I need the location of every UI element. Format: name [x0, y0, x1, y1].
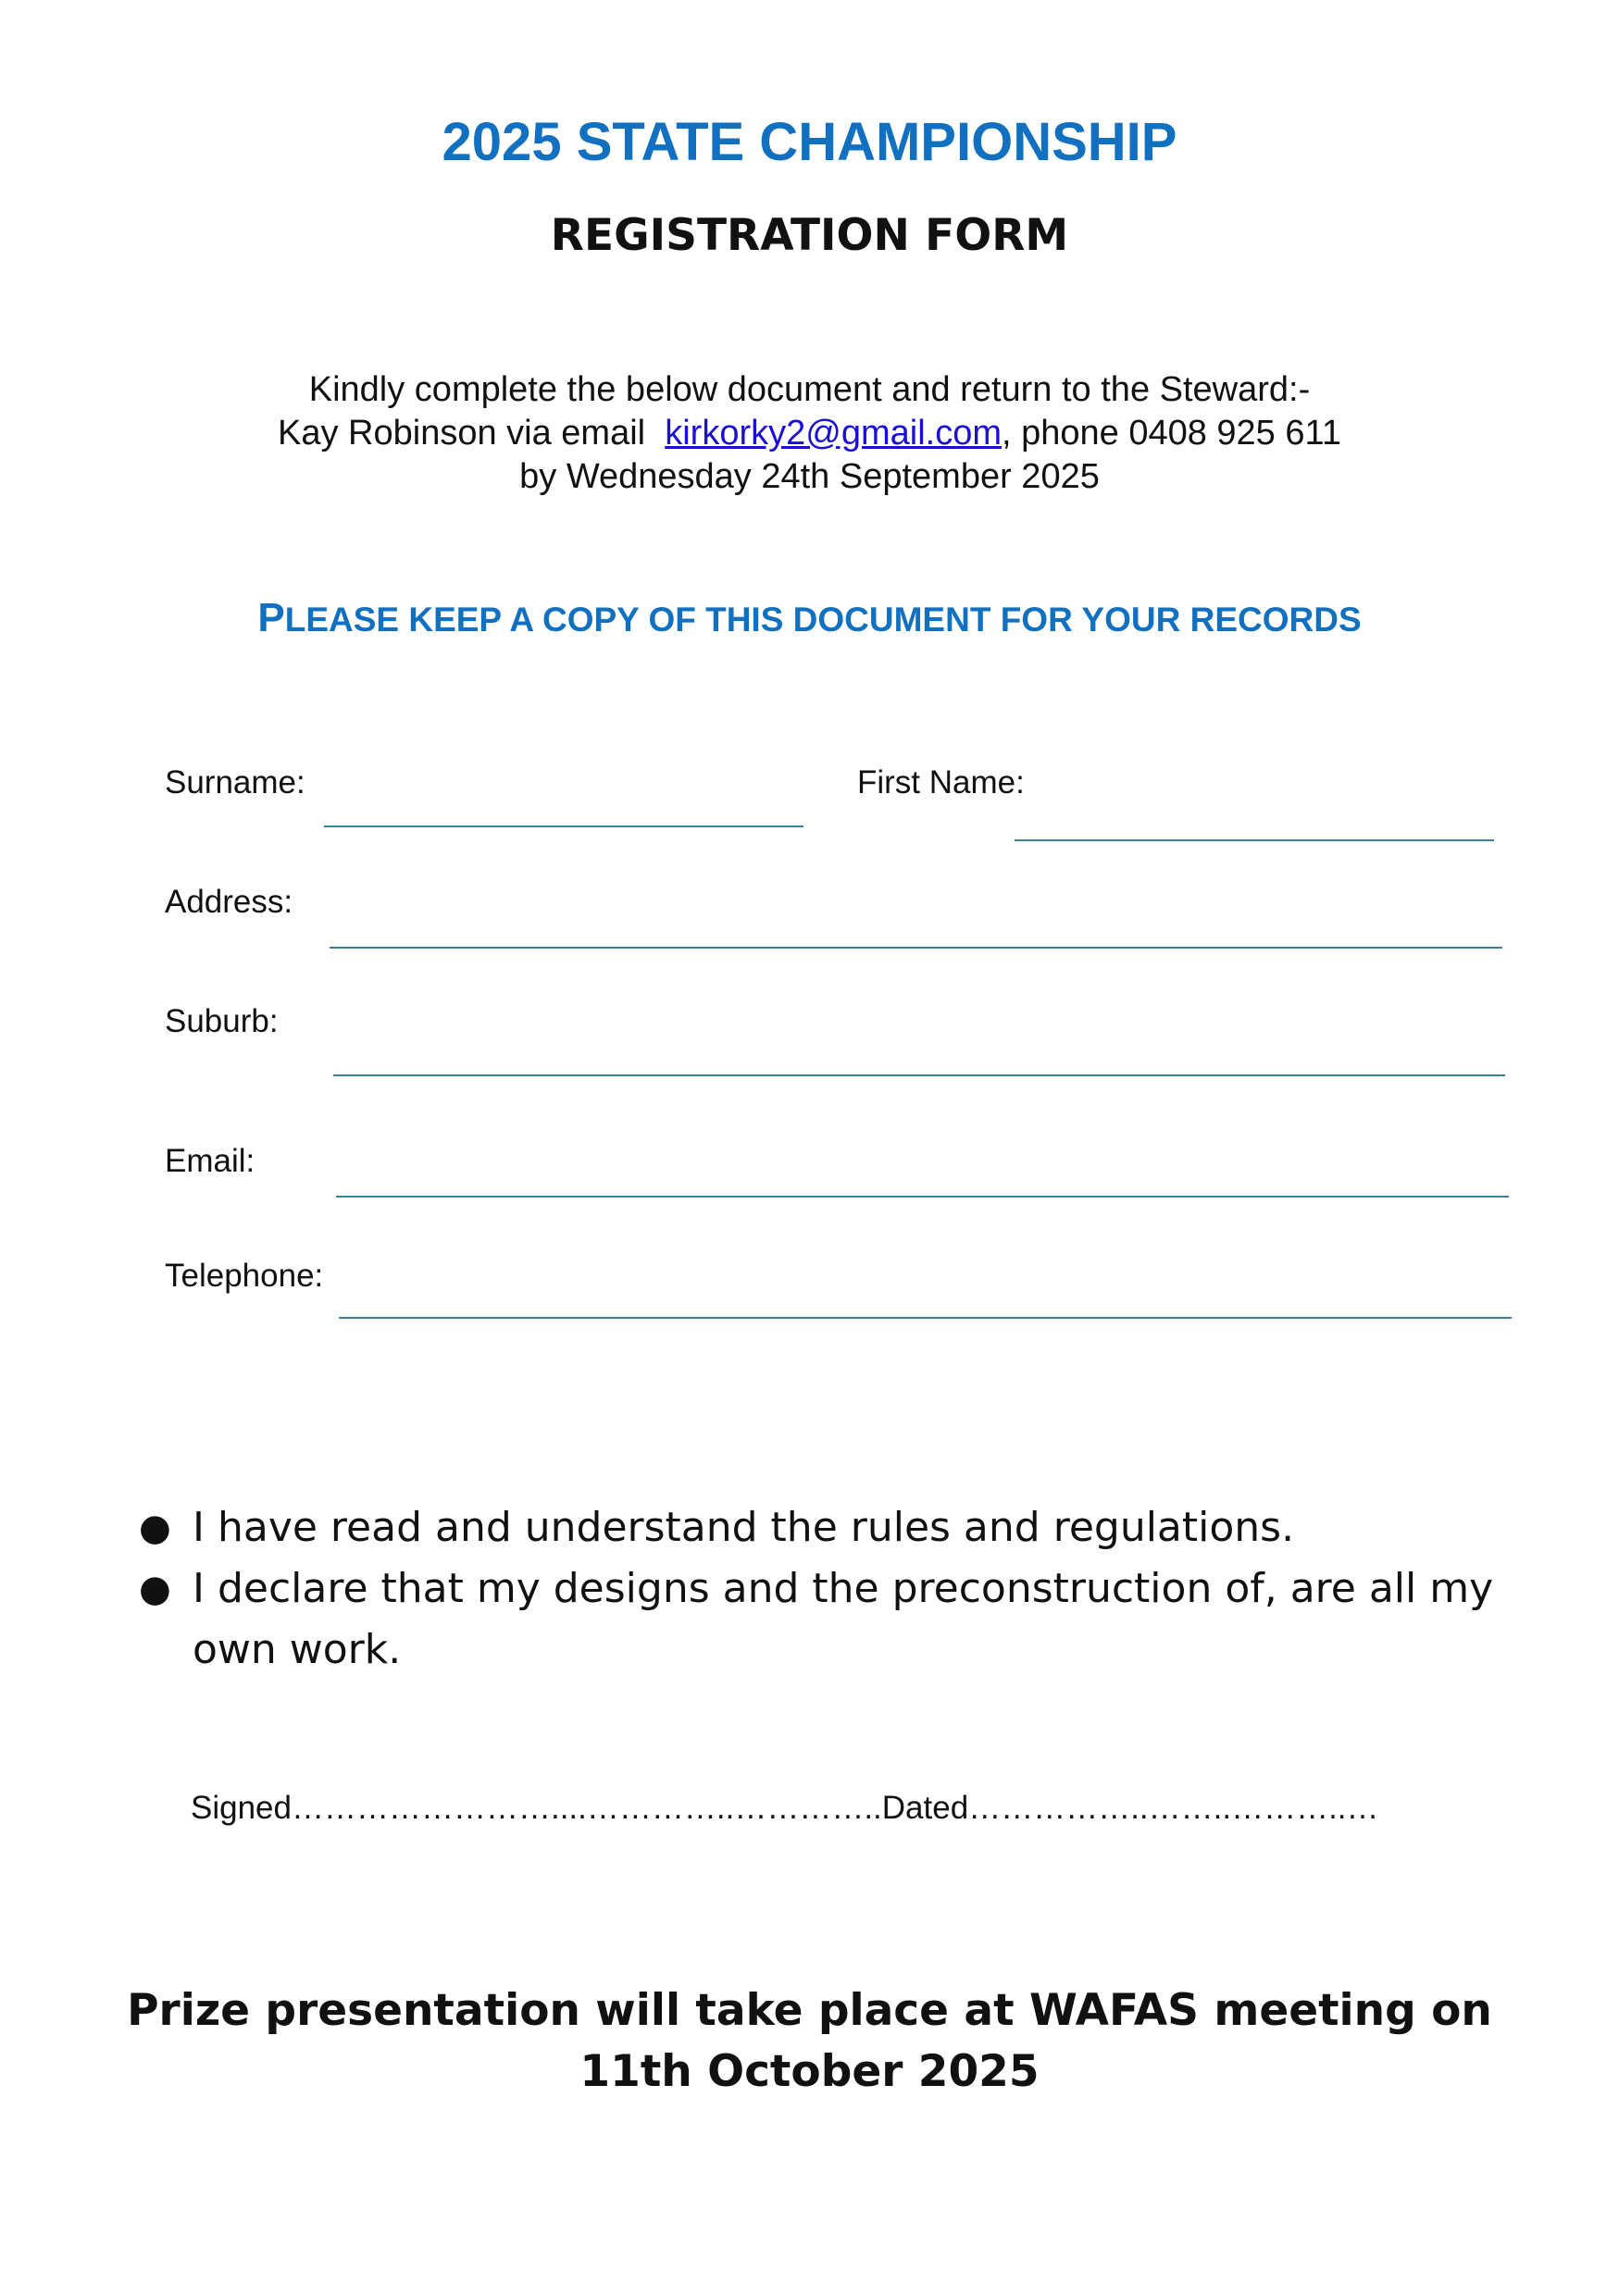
- surname-label: Surname:: [165, 764, 305, 800]
- surname-field[interactable]: [324, 825, 803, 827]
- instructions: [0, 368, 1619, 499]
- address-field[interactable]: [330, 947, 1502, 949]
- keep-copy-notice: [0, 597, 1619, 641]
- email-field[interactable]: [336, 1196, 1509, 1198]
- telephone-label: Telephone:: [165, 1258, 324, 1294]
- instructions-line-3: by Wednesday 24th September 2025: [519, 457, 1100, 496]
- first-name-field[interactable]: [1015, 839, 1494, 841]
- address-label: Address:: [165, 884, 293, 920]
- declaration-item: [130, 1497, 1500, 1558]
- bullet-icon: ●: [139, 1507, 171, 1549]
- steward-contact-prefix: Kay Robinson via email: [278, 414, 666, 453]
- bullet-icon: ●: [139, 1568, 171, 1610]
- declaration-text: I declare that my designs and the preconstruction of, are all my own work.: [193, 1565, 1494, 1673]
- steward-email-link[interactable]: kirkorky2@gmail.com: [665, 414, 1002, 453]
- declaration-item: [130, 1558, 1500, 1681]
- prize-line-1: Prize presentation will take place at WAFAS meeting on: [127, 1985, 1492, 2036]
- signature-row: [191, 1788, 1379, 1829]
- dated-field[interactable]: ……………..……..………..…: [968, 1790, 1379, 1826]
- telephone-field[interactable]: [339, 1317, 1512, 1319]
- dated-label: Dated: [881, 1790, 969, 1826]
- prize-line-2: 11th October 2025: [579, 2046, 1040, 2097]
- form-subtitle: REGISTRATION FORM: [550, 210, 1069, 261]
- suburb-label: Suburb:: [165, 1003, 279, 1039]
- first-name-label: First Name:: [857, 764, 1025, 800]
- page-title: 2025 STATE CHAMPIONSHIP: [442, 112, 1177, 172]
- prize-presentation-notice: [0, 1980, 1619, 2103]
- email-label: Email:: [165, 1143, 255, 1179]
- steward-phone: , phone 0408 925 611: [1001, 414, 1341, 453]
- keep-copy-initial: P: [257, 595, 285, 640]
- declarations-list: [130, 1497, 1500, 1681]
- instructions-line-1: Kindly complete the below document and return to the Steward:-: [308, 370, 1311, 409]
- signed-field[interactable]: ……………………....…………..…………..: [291, 1790, 882, 1826]
- signed-label: Signed: [191, 1790, 292, 1826]
- keep-copy-text: LEASE KEEP A COPY OF THIS DOCUMENT FOR YOUR RECORDS: [284, 601, 1362, 639]
- instructions-line-2: [0, 412, 1619, 455]
- suburb-field[interactable]: [333, 1074, 1505, 1076]
- declaration-text: I have read and understand the rules and regulations.: [193, 1504, 1295, 1551]
